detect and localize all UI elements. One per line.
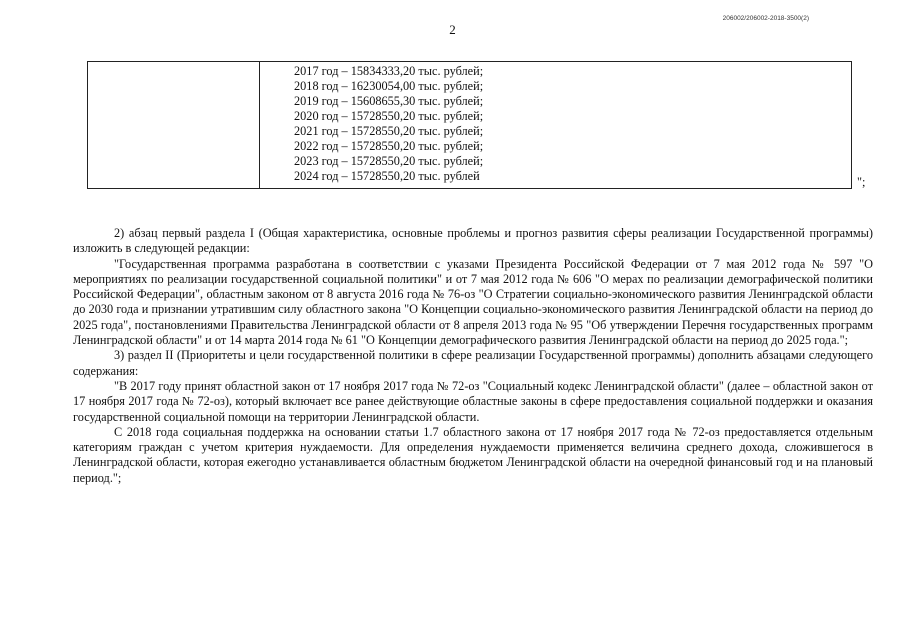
table-column-divider (259, 62, 260, 188)
page-number: 2 (449, 22, 456, 37)
funding-year-item: 2019 год – 15608655,30 тыс. рублей; (294, 94, 484, 108)
funding-year-item: 2018 год – 16230054,00 тыс. рублей; (294, 79, 484, 93)
paragraph-item-3: 3) раздел II (Приоритеты и цели государственной политики в сфере реализации Государственной программы) дополнить абзацами следующего содержания: (73, 348, 873, 378)
funding-years-list (294, 64, 483, 184)
funding-year-item: 2023 год – 15728550,20 тыс. рублей; (294, 154, 484, 168)
paragraph-quote-program: "Государственная программа разработана в соответствии с указами Президента Российской Федерации от 7 мая 2012 года № 597 "О мероприятиях по реализации государственной социальной политики" и от 7 мая 2012 года № 606 "О мерах по реализации демографической политики Российской Федерации", областным законом от 8 августа 2016 года № 76-оз "О Стратегии социально-экономического развития Ленинградской области до 2030 года и признании утратившим силу областного закона "О Концепции социально-экономического развития Ленинградской области на период до 2025 года", постановлениями Правительства Ленинградской области от 8 апреля 2013 года № 95 "Об утверждении Перечня государственных программ Ленинградской области" и от 14 марта 2014 года № 61 "О Концепции демографического развития Ленинградской области на период до 2025 года."; (73, 256, 873, 348)
paragraph-social-support-2018: С 2018 года социальная поддержка на основании статьи 1.7 областного закона от 17 ноября 2017 года № 72-оз предоставляется отдельным категориям граждан с учетом критерия нуждаемости. Для определения нуждаемости применяется величина среднего дохода, сложившегося в Ленинградской области, которая ежегодно устанавливается областным бюджетом Ленинградской области на очередной финансовый год и на плановый период."; (73, 424, 873, 485)
table-closing-mark: "; (857, 175, 866, 189)
funding-year-item: 2021 год – 15728550,20 тыс. рублей; (294, 124, 484, 138)
funding-year-item: 2022 год – 15728550,20 тыс. рублей; (294, 139, 484, 153)
paragraph-quote-law-2017: "В 2017 году принят областной закон от 17 ноября 2017 года № 72-оз "Социальный кодекс Ленинградской области" (далее – областной закон от 17 ноября 2017 года № 72-оз), который включает все ранее действующие областные законы в сфере предоставления социальной поддержки и оказания государственной социальной помощи на территории Ленинградской области. (73, 378, 873, 424)
paragraph-item-2: 2) абзац первый раздела I (Общая характеристика, основные проблемы и прогноз развития сферы реализации Государственной программы) изложить в следующей редакции: (73, 226, 873, 256)
document-body (73, 226, 873, 486)
funding-table (87, 61, 852, 189)
document-code: 206002/206002-2018-3500(2) (722, 15, 809, 22)
funding-year-item: 2017 год – 15834333,20 тыс. рублей; (294, 64, 484, 78)
funding-year-item: 2024 год – 15728550,20 тыс. рублей (294, 169, 480, 183)
funding-year-item: 2020 год – 15728550,20 тыс. рублей; (294, 109, 484, 123)
